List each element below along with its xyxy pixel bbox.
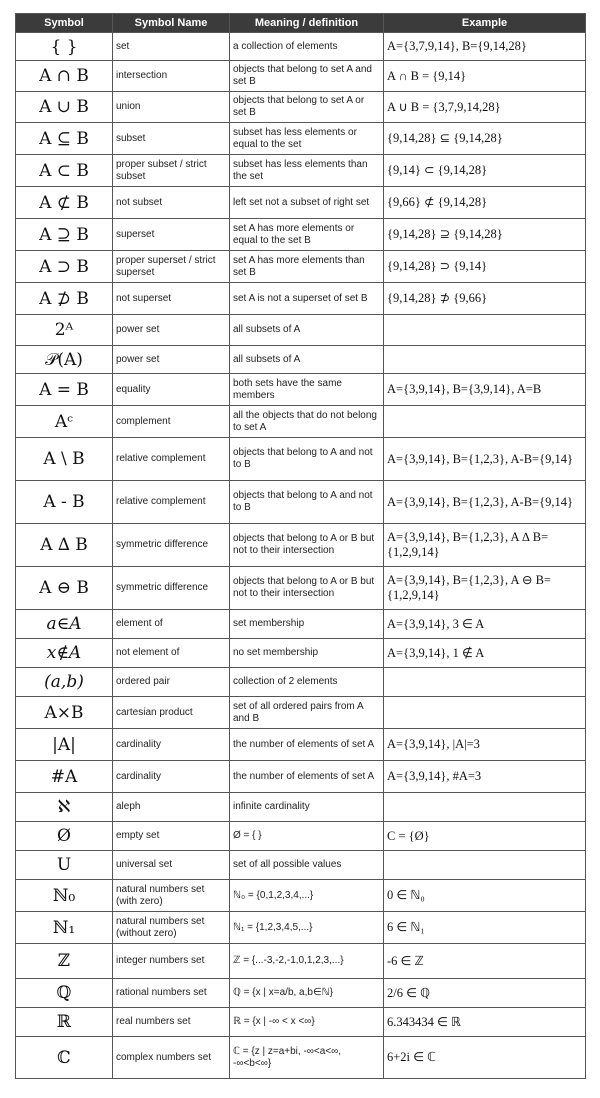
- symbol-cell: Aᶜ: [16, 406, 113, 438]
- symbol-cell: |A|: [16, 729, 113, 761]
- symbol-name-cell: element of: [113, 610, 230, 639]
- meaning-cell: objects that belong to A or B but not to their intersection: [230, 567, 384, 610]
- table-row: [16, 761, 586, 793]
- symbol-name-cell: ordered pair: [113, 668, 230, 697]
- symbol-cell: ℝ: [16, 1008, 113, 1037]
- symbol-cell: A×B: [16, 697, 113, 729]
- meaning-cell: objects that belong to set A and set B: [230, 61, 384, 92]
- table-row: [16, 880, 586, 912]
- example-cell: [384, 346, 586, 374]
- meaning-cell: all subsets of A: [230, 315, 384, 346]
- symbol-cell: ℚ: [16, 979, 113, 1008]
- header-example: Example: [384, 14, 586, 33]
- symbol-cell: ℵ: [16, 793, 113, 822]
- symbol-cell: A - B: [16, 481, 113, 524]
- symbol-cell: A ⊄ B: [16, 187, 113, 219]
- meaning-cell: the number of elements of set A: [230, 761, 384, 793]
- example-cell: A={3,9,14}, 3 ∈ A: [384, 610, 586, 639]
- symbol-name-cell: not superset: [113, 283, 230, 315]
- symbol-name-cell: not element of: [113, 639, 230, 668]
- meaning-cell: ℝ = {x | -∞ < x <∞}: [230, 1008, 384, 1037]
- example-cell: 2/6 ∈ ℚ: [384, 979, 586, 1008]
- table-row: [16, 668, 586, 697]
- meaning-cell: set membership: [230, 610, 384, 639]
- symbol-cell: A \ B: [16, 438, 113, 481]
- meaning-cell: ℤ = {...-3,-2,-1,0,1,2,3,...}: [230, 944, 384, 979]
- symbol-cell: ℕ₁: [16, 912, 113, 944]
- symbol-name-cell: integer numbers set: [113, 944, 230, 979]
- example-cell: [384, 793, 586, 822]
- symbol-cell: 𝒫(A): [16, 346, 113, 374]
- meaning-cell: objects that belong to set A or set B: [230, 92, 384, 123]
- symbol-cell: 2ᴬ: [16, 315, 113, 346]
- example-cell: 6.343434 ∈ ℝ: [384, 1008, 586, 1037]
- table-row: [16, 1008, 586, 1037]
- table-row: [16, 822, 586, 851]
- table-row: [16, 33, 586, 61]
- symbol-cell: A ⊆ B: [16, 123, 113, 155]
- meaning-cell: set A is not a superset of set B: [230, 283, 384, 315]
- table-row: [16, 155, 586, 187]
- symbol-name-cell: superset: [113, 219, 230, 251]
- table-row: [16, 187, 586, 219]
- table-row: [16, 481, 586, 524]
- symbol-name-cell: complement: [113, 406, 230, 438]
- example-cell: {9,14,28} ⊅ {9,66}: [384, 283, 586, 315]
- symbol-cell: (a,b): [16, 668, 113, 697]
- meaning-cell: Ø = { }: [230, 822, 384, 851]
- table-row: [16, 1037, 586, 1079]
- table-row: [16, 979, 586, 1008]
- meaning-cell: set of all ordered pairs from A and B: [230, 697, 384, 729]
- table-row: [16, 374, 586, 406]
- set-symbols-table: [15, 13, 586, 1079]
- example-cell: [384, 315, 586, 346]
- symbol-name-cell: union: [113, 92, 230, 123]
- symbol-cell: A ⊂ B: [16, 155, 113, 187]
- symbol-name-cell: subset: [113, 123, 230, 155]
- example-cell: C = {Ø}: [384, 822, 586, 851]
- table-row: [16, 793, 586, 822]
- symbol-cell: A ∆ B: [16, 524, 113, 567]
- symbol-cell: A = B: [16, 374, 113, 406]
- example-cell: A={3,9,14}, B={1,2,3}, A-B={9,14}: [384, 481, 586, 524]
- symbol-cell: A ⊖ B: [16, 567, 113, 610]
- table-row: [16, 251, 586, 283]
- table-row: [16, 524, 586, 567]
- table-row: [16, 944, 586, 979]
- symbol-name-cell: real numbers set: [113, 1008, 230, 1037]
- table-row: [16, 851, 586, 880]
- symbol-name-cell: complex numbers set: [113, 1037, 230, 1079]
- example-cell: {9,14,28} ⊇ {9,14,28}: [384, 219, 586, 251]
- symbol-name-cell: natural numbers set (with zero): [113, 880, 230, 912]
- table-row: [16, 406, 586, 438]
- symbol-name-cell: not subset: [113, 187, 230, 219]
- symbol-name-cell: set: [113, 33, 230, 61]
- example-cell: A={3,9,14}, B={3,9,14}, A=B: [384, 374, 586, 406]
- example-cell: [384, 697, 586, 729]
- symbol-name-cell: proper subset / strict subset: [113, 155, 230, 187]
- symbol-name-cell: symmetric difference: [113, 567, 230, 610]
- header-symbol-name: Symbol Name: [113, 14, 230, 33]
- example-cell: {9,66} ⊄ {9,14,28}: [384, 187, 586, 219]
- meaning-cell: ℂ = {z | z=a+bi, -∞<a<∞, -∞<b<∞}: [230, 1037, 384, 1079]
- symbol-name-cell: intersection: [113, 61, 230, 92]
- example-cell: A={3,9,14}, B={1,2,3}, A-B={9,14}: [384, 438, 586, 481]
- symbol-name-cell: universal set: [113, 851, 230, 880]
- header-meaning: Meaning / definition: [230, 14, 384, 33]
- table-row: [16, 123, 586, 155]
- example-cell: A={3,7,9,14}, B={9,14,28}: [384, 33, 586, 61]
- symbol-cell: { }: [16, 33, 113, 61]
- meaning-cell: subset has less elements or equal to the set: [230, 123, 384, 155]
- symbol-name-cell: cardinality: [113, 729, 230, 761]
- meaning-cell: ℕ₀ = {0,1,2,3,4,...}: [230, 880, 384, 912]
- symbol-name-cell: cardinality: [113, 761, 230, 793]
- table-row: [16, 567, 586, 610]
- set-symbols-table-wrapper: [15, 13, 585, 1079]
- meaning-cell: set of all possible values: [230, 851, 384, 880]
- example-cell: A={3,9,14}, 1 ∉ A: [384, 639, 586, 668]
- meaning-cell: both sets have the same members: [230, 374, 384, 406]
- example-cell: 0 ∈ ℕ₀: [384, 880, 586, 912]
- table-row: [16, 912, 586, 944]
- meaning-cell: left set not a subset of right set: [230, 187, 384, 219]
- meaning-cell: objects that belong to A or B but not to their intersection: [230, 524, 384, 567]
- example-cell: -6 ∈ ℤ: [384, 944, 586, 979]
- example-cell: [384, 668, 586, 697]
- symbol-name-cell: proper superset / strict superset: [113, 251, 230, 283]
- example-cell: A={3,9,14}, B={1,2,3}, A ⊖ B={1,2,9,14}: [384, 567, 586, 610]
- example-cell: A ∩ B = {9,14}: [384, 61, 586, 92]
- example-cell: {9,14,28} ⊃ {9,14}: [384, 251, 586, 283]
- example-cell: [384, 851, 586, 880]
- meaning-cell: set A has more elements than set B: [230, 251, 384, 283]
- symbol-cell: #A: [16, 761, 113, 793]
- table-row: [16, 729, 586, 761]
- example-cell: 6 ∈ ℕ₁: [384, 912, 586, 944]
- meaning-cell: objects that belong to A and not to B: [230, 438, 384, 481]
- symbol-name-cell: relative complement: [113, 481, 230, 524]
- symbol-cell: A ⊅ B: [16, 283, 113, 315]
- symbol-cell: U: [16, 851, 113, 880]
- table-row: [16, 92, 586, 123]
- symbol-name-cell: symmetric difference: [113, 524, 230, 567]
- table-row: [16, 315, 586, 346]
- symbol-name-cell: power set: [113, 346, 230, 374]
- symbol-cell: A ∪ B: [16, 92, 113, 123]
- table-row: [16, 438, 586, 481]
- symbol-cell: A ⊇ B: [16, 219, 113, 251]
- symbol-name-cell: equality: [113, 374, 230, 406]
- meaning-cell: collection of 2 elements: [230, 668, 384, 697]
- meaning-cell: ℕ₁ = {1,2,3,4,5,...}: [230, 912, 384, 944]
- table-row: [16, 219, 586, 251]
- symbol-name-cell: rational numbers set: [113, 979, 230, 1008]
- symbol-name-cell: relative complement: [113, 438, 230, 481]
- example-cell: 6+2i ∈ ℂ: [384, 1037, 586, 1079]
- symbol-cell: x∉A: [16, 639, 113, 668]
- meaning-cell: the number of elements of set A: [230, 729, 384, 761]
- meaning-cell: no set membership: [230, 639, 384, 668]
- table-row: [16, 610, 586, 639]
- meaning-cell: a collection of elements: [230, 33, 384, 61]
- table-row: [16, 346, 586, 374]
- example-cell: A={3,9,14}, B={1,2,3}, A ∆ B={1,2,9,14}: [384, 524, 586, 567]
- example-cell: A={3,9,14}, #A=3: [384, 761, 586, 793]
- table-row: [16, 639, 586, 668]
- symbol-cell: Ø: [16, 822, 113, 851]
- meaning-cell: ℚ = {x | x=a/b, a,b∈ℕ}: [230, 979, 384, 1008]
- meaning-cell: subset has less elements than the set: [230, 155, 384, 187]
- symbol-cell: A ⊃ B: [16, 251, 113, 283]
- symbol-name-cell: power set: [113, 315, 230, 346]
- symbol-name-cell: cartesian product: [113, 697, 230, 729]
- example-cell: {9,14} ⊂ {9,14,28}: [384, 155, 586, 187]
- table-row: [16, 283, 586, 315]
- symbol-cell: a∈A: [16, 610, 113, 639]
- symbol-name-cell: natural numbers set (without zero): [113, 912, 230, 944]
- table-row: [16, 61, 586, 92]
- table-body: [16, 33, 586, 1079]
- meaning-cell: infinite cardinality: [230, 793, 384, 822]
- symbol-name-cell: empty set: [113, 822, 230, 851]
- example-cell: A ∪ B = {3,7,9,14,28}: [384, 92, 586, 123]
- meaning-cell: all subsets of A: [230, 346, 384, 374]
- table-row: [16, 697, 586, 729]
- meaning-cell: all the objects that do not belong to set A: [230, 406, 384, 438]
- example-cell: [384, 406, 586, 438]
- symbol-name-cell: aleph: [113, 793, 230, 822]
- symbol-cell: A ∩ B: [16, 61, 113, 92]
- meaning-cell: set A has more elements or equal to the set B: [230, 219, 384, 251]
- header-symbol: Symbol: [16, 14, 113, 33]
- symbol-cell: ℕ₀: [16, 880, 113, 912]
- symbol-cell: ℂ: [16, 1037, 113, 1079]
- example-cell: {9,14,28} ⊆ {9,14,28}: [384, 123, 586, 155]
- meaning-cell: objects that belong to A and not to B: [230, 481, 384, 524]
- header-row: [16, 14, 586, 33]
- symbol-cell: ℤ: [16, 944, 113, 979]
- example-cell: A={3,9,14}, |A|=3: [384, 729, 586, 761]
